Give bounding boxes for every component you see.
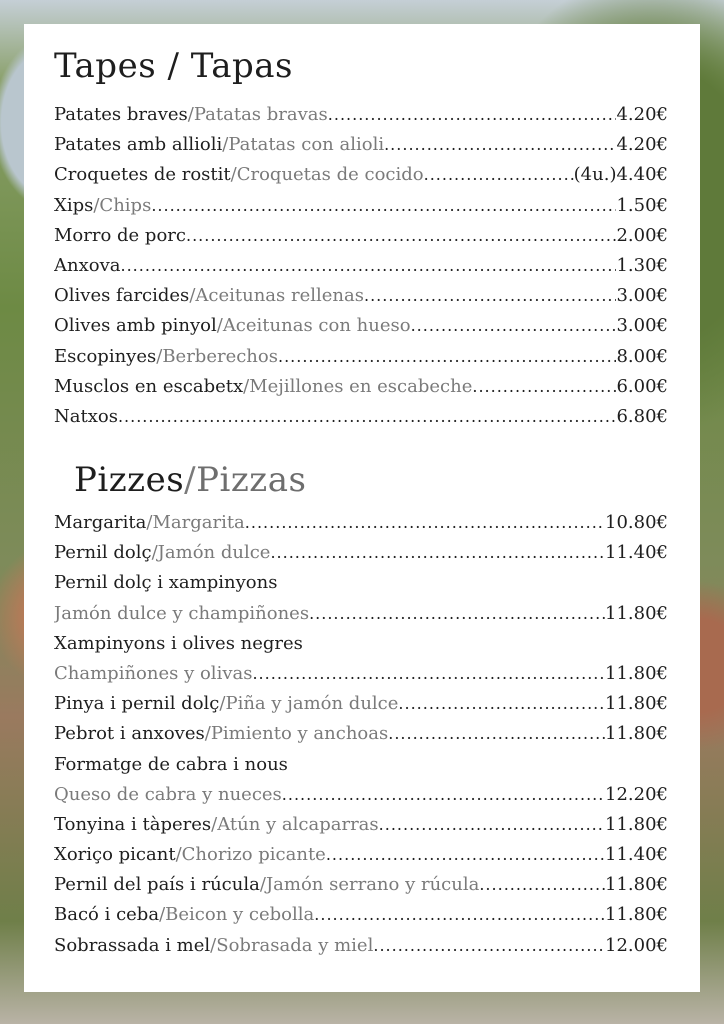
dot-leader (398, 689, 605, 719)
item-name-spanish: Jamón dulce y champiñones (54, 602, 310, 624)
dot-leader (384, 130, 616, 160)
item-name-spanish: Champiñones y olivas (54, 662, 253, 684)
item-price: 11.80€ (605, 602, 668, 624)
pizzas-title-catalan: Pizzes (74, 460, 185, 500)
item-price: 2.00€ (616, 224, 668, 246)
menu-item-row (54, 689, 668, 719)
item-price: 3.00€ (616, 285, 668, 307)
item-price: 11.80€ (605, 693, 668, 715)
dot-leader (314, 900, 605, 930)
dot-leader (326, 840, 605, 870)
dot-leader (373, 931, 605, 961)
item-name-catalan: Natxos (54, 405, 118, 427)
item-name-spanish: Croquetas de cocido (236, 164, 424, 186)
dot-leader (252, 659, 605, 689)
name-separator-slash: / (210, 934, 217, 956)
name-separator-slash: / (159, 904, 166, 926)
item-price: 12.20€ (605, 783, 668, 805)
pizzas-list (54, 508, 668, 961)
menu-item-row (54, 160, 668, 190)
item-name-spanish: Patatas con alioli (228, 134, 385, 156)
item-name-spanish: Margarita (152, 512, 245, 533)
item-name-catalan: Pernil del país i rúcula (54, 874, 260, 896)
item-name-spanish: Piña y jamón dulce (225, 693, 399, 715)
item-price: 4.20€ (616, 134, 668, 156)
item-name-catalan: Patates braves (54, 104, 188, 125)
item-name-spanish: Pimiento y anchoas (210, 723, 389, 745)
menu-item-row (54, 810, 668, 840)
name-separator-slash: / (211, 813, 218, 835)
name-separator-slash: / (259, 874, 266, 896)
item-price: 1.30€ (616, 254, 668, 276)
name-separator-slash: / (216, 315, 223, 337)
menu-item-row (54, 659, 668, 689)
item-price: 12.00€ (605, 934, 668, 956)
dot-leader (379, 810, 605, 840)
item-name-catalan: Pernil dolç (54, 542, 152, 564)
menu-item-row (54, 931, 668, 961)
title-slash: / (184, 460, 197, 500)
name-separator-slash: / (230, 164, 237, 186)
menu-item-row (54, 599, 668, 629)
item-price: 1.50€ (616, 194, 668, 216)
dot-leader (472, 372, 616, 402)
dot-leader (328, 100, 617, 130)
menu-item-row (54, 221, 668, 251)
item-name-spanish: Aceitunas rellenas (195, 285, 364, 307)
name-separator-slash: / (189, 285, 196, 307)
name-separator-slash: / (175, 844, 182, 866)
dot-leader (186, 221, 616, 251)
dot-leader (245, 508, 605, 538)
item-name-spanish: Beicon y cebolla (165, 904, 315, 926)
name-separator-slash: / (243, 375, 250, 397)
item-name-catalan: Patates amb allioli (54, 134, 223, 156)
item-price: 11.40€ (605, 542, 668, 564)
item-name-spanish: Aceitunas con hueso (222, 315, 411, 337)
dot-leader (388, 719, 605, 749)
name-separator-slash: / (146, 512, 153, 533)
item-name-spanish: Mejillones en escabeche (249, 375, 473, 397)
item-name-spanish: Queso de cabra y nueces (54, 783, 282, 805)
pizzas-section-title (74, 460, 306, 500)
menu-item-row (54, 568, 668, 598)
menu-item-row (54, 251, 668, 281)
menu-item-row (54, 402, 668, 432)
item-name-catalan: Escopinyes (54, 345, 157, 367)
item-name-catalan: Xoriço picant (54, 844, 176, 866)
item-name-catalan: Bacó i ceba (54, 904, 160, 926)
item-name-spanish: Atún y alcaparras (217, 813, 379, 835)
dot-leader (270, 538, 605, 568)
menu-item-row (54, 780, 668, 810)
dot-leader (151, 191, 616, 221)
item-price: 10.80€ (605, 512, 668, 533)
pizzas-title-spanish: Pizzas (196, 460, 307, 500)
dot-leader (278, 342, 616, 372)
item-name-catalan: Xips (54, 194, 94, 216)
item-name-spanish: Patatas bravas (193, 104, 328, 125)
item-name-catalan: Olives farcides (54, 285, 190, 307)
item-price: 11.80€ (605, 813, 668, 835)
menu-item-row (54, 342, 668, 372)
menu-item-row (54, 191, 668, 221)
item-quantity-note: (4u.) (573, 164, 617, 186)
item-price: 11.40€ (605, 844, 668, 866)
name-separator-slash: / (222, 134, 229, 156)
item-price: 11.80€ (605, 904, 668, 926)
menu-item-row (54, 538, 668, 568)
item-price: 6.00€ (616, 375, 668, 397)
menu-item-row (54, 281, 668, 311)
menu-item-row (54, 840, 668, 870)
item-price: 11.80€ (605, 723, 668, 745)
item-name-spanish: Chips (99, 194, 152, 216)
tapas-section-title: Tapes / Tapas (54, 46, 294, 86)
item-name-spanish: Jamón dulce (157, 542, 271, 564)
item-name-catalan: Margarita (54, 512, 147, 533)
menu-item-row (54, 100, 668, 130)
item-name-catalan: Musclos en escabetx (54, 375, 244, 397)
tapas-list (54, 100, 668, 432)
menu-item-row (54, 629, 668, 659)
dot-leader (282, 780, 605, 810)
item-name-catalan: Pebrot i anxoves (54, 723, 205, 745)
item-name-catalan: Pinya i pernil dolç (54, 693, 220, 715)
item-name-catalan: Sobrassada i mel (54, 934, 211, 956)
item-name-catalan: Morro de porc (54, 224, 186, 246)
item-name-spanish: Jamón serrano y rúcula (265, 874, 480, 896)
menu-item-row (54, 750, 668, 780)
item-price: 4.40€ (616, 164, 668, 186)
menu-item-row (54, 900, 668, 930)
name-separator-slash: / (151, 542, 158, 564)
dot-leader (118, 402, 617, 432)
item-name-catalan: Xampinyons i olives negres (54, 632, 303, 654)
item-price: 3.00€ (616, 315, 668, 337)
dot-leader (424, 160, 574, 190)
item-price: 4.20€ (616, 104, 668, 125)
dot-leader (411, 311, 617, 341)
dot-leader (479, 870, 605, 900)
item-name-catalan: Formatge de cabra i nous (54, 753, 288, 775)
item-price: 11.80€ (605, 662, 668, 684)
dot-leader (120, 251, 616, 281)
name-separator-slash: / (219, 693, 226, 715)
item-name-catalan: Tonyina i tàperes (54, 813, 212, 835)
item-name-catalan: Pernil dolç i xampinyons (54, 572, 278, 594)
item-name-spanish: Chorizo picante (181, 844, 326, 866)
menu-item-row (54, 311, 668, 341)
dot-leader (364, 281, 616, 311)
name-separator-slash: / (93, 194, 100, 216)
name-separator-slash: / (204, 723, 211, 745)
item-price: 11.80€ (605, 874, 668, 896)
dot-leader (309, 599, 605, 629)
item-name-catalan: Anxova (54, 254, 121, 276)
name-separator-slash: / (187, 104, 194, 125)
item-name-catalan: Croquetes de rostit (54, 164, 231, 186)
menu-item-row (54, 719, 668, 749)
menu-item-row (54, 870, 668, 900)
item-price: 8.00€ (616, 345, 668, 367)
menu-item-row (54, 130, 668, 160)
item-name-catalan: Olives amb pinyol (54, 315, 217, 337)
item-price: 6.80€ (616, 405, 668, 427)
menu-card (24, 24, 700, 992)
name-separator-slash: / (156, 345, 163, 367)
item-name-spanish: Sobrasada y miel (216, 934, 374, 956)
menu-item-row (54, 372, 668, 402)
menu-item-row (54, 508, 668, 538)
item-name-spanish: Berberechos (162, 345, 278, 367)
